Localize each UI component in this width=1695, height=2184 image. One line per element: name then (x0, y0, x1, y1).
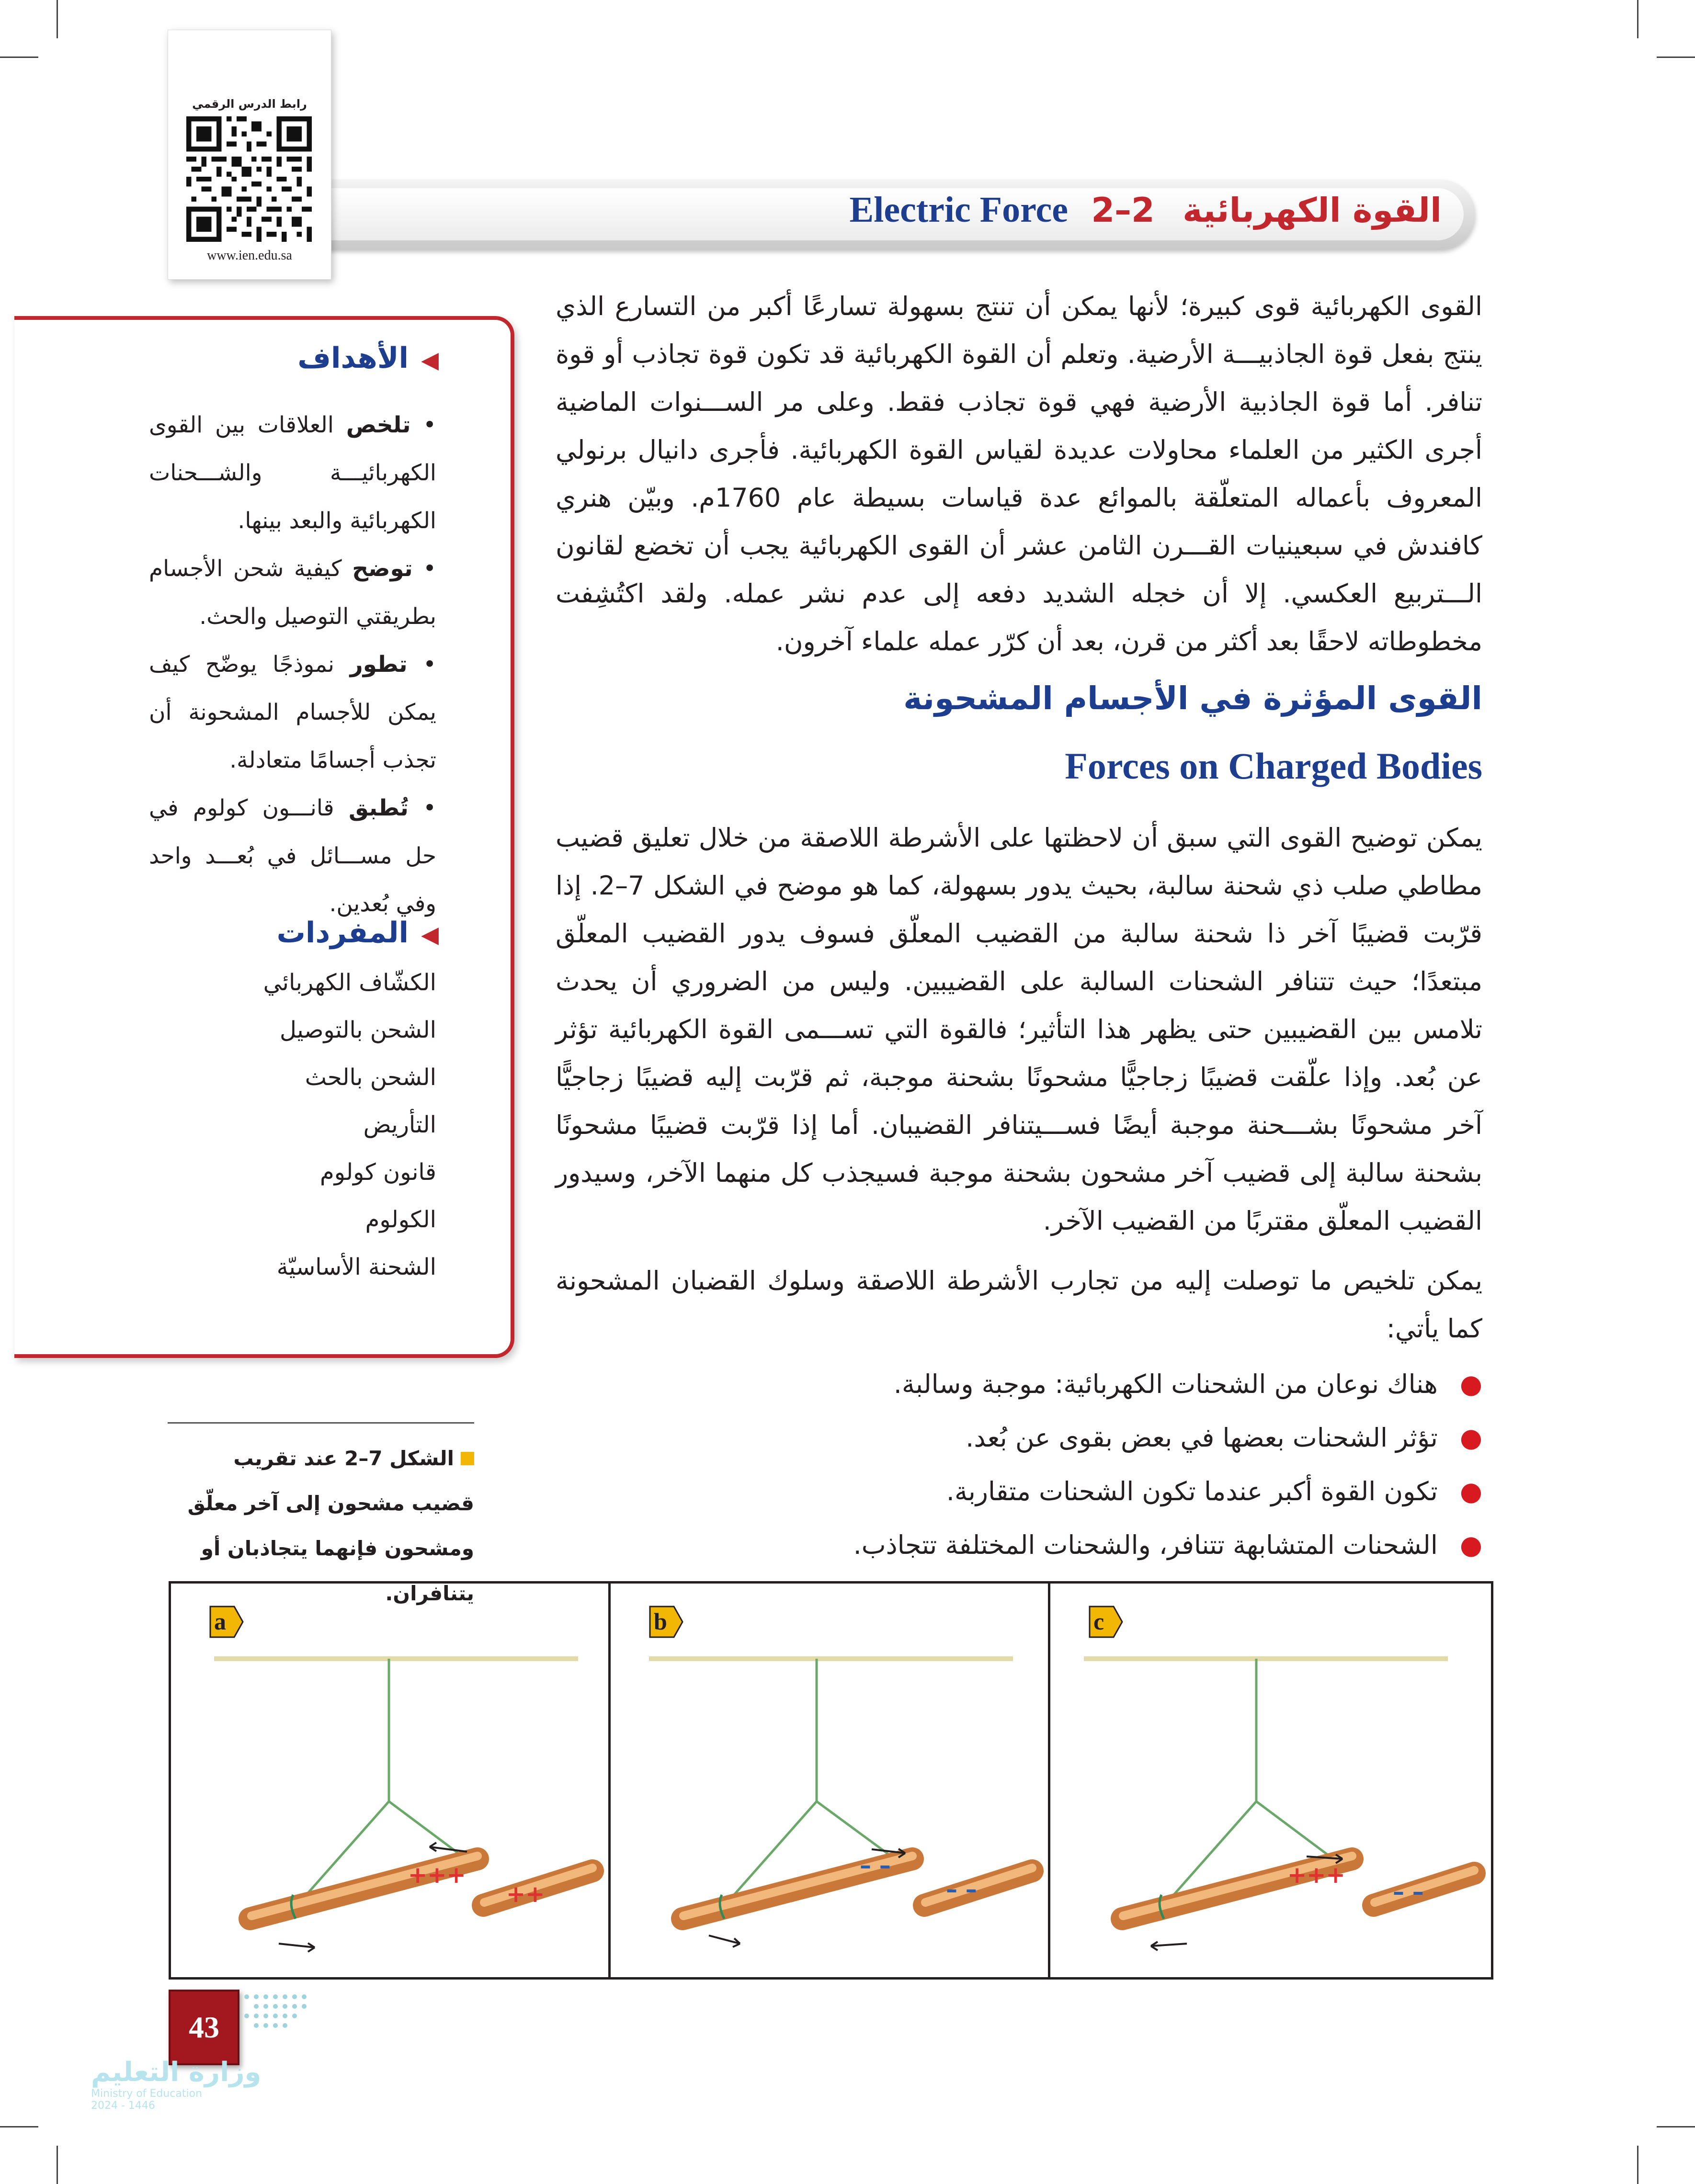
ministry-logo-arabic: وزارة التعليم (91, 2057, 262, 2088)
summary-intro-paragraph: يمكن تلخيص ما توصلت إليه من تجارب الأشرطة اللاصقة وسلوك القضبان المشحونة كما يأتي: (556, 1266, 1482, 1344)
intro-paragraph: القوى الكهربائية قوى كبيرة؛ لأنها يمكن أن تنتج بسهولة تسارعًا أكبر من التسارع الذي ينتج بفعل قوة الجاذبيـــة الأرضية. وتعلم أن القوة الكهربائية قد تكون قوة تجاذب أو قوة تنافر. أما قوة الجاذبية الأرضية فهي قوة تجاذب فقط. وعلى مر الســـنوات الماضية أجرى الكثير من العلماء محاولات عديدة لقياس القوة الكهربائية. فأجرى دانيال برنولي المعروف بأعماله المتعلّقة بالموائع عدة قياسات بسيطة عام 1760م. وبيّن هنري كافندش في سبعينيات القـــرن الثامن عشر أن القوى الكهربائية يجب أن تخضع لقانون الـــتربيع العكسي. إلا أن خجله الشديد دفعه إلى عدم نشر عمله. ولقد اكتُشِفت مخطوطاته لاحقًا بعد أكثر من قرن، بعد أن كرّر عمله علماء آخرون. (556, 291, 1482, 656)
triangle-icon: ◀ (421, 347, 439, 373)
panel-a-illustration (171, 1584, 608, 1977)
title-english: Electric Force (849, 190, 1068, 230)
crop-mark (1657, 2126, 1695, 2127)
list-item: التأريض (363, 1111, 436, 1138)
list-item: ●هناك نوعان من الشحنات الكهربائية: موجبة وسالبة. (893, 1369, 1482, 1399)
bullet-icon: ● (1459, 1476, 1482, 1506)
triangle-icon: ◀ (421, 921, 439, 948)
panel-b-illustration (611, 1584, 1048, 1977)
lesson-number: 2–2 (1091, 191, 1155, 230)
figure-7-2 (169, 1581, 1493, 1980)
panel-label: b (649, 1605, 683, 1639)
near-rod-charges: ++ (506, 1881, 545, 1908)
list-item: الكولوم (365, 1206, 436, 1233)
near-rod-charges: – – (946, 1876, 977, 1903)
summary-list (620, 1358, 1482, 1572)
figure-panel-c (1048, 1584, 1488, 1977)
qr-url[interactable]: www.ien.edu.sa (207, 248, 292, 263)
section-title-arabic: القوى المؤثرة في الأجسام المشحونة (903, 680, 1482, 717)
list-item: الشحن بالتوصيل (279, 1017, 436, 1043)
caption-square-icon (461, 1452, 474, 1465)
objectives-heading: ◀الأهداف (297, 341, 439, 375)
qr-label: رابط الدرس الرقمي (192, 97, 307, 111)
page-number: 43 (169, 1990, 239, 2065)
bullet-icon: ● (1459, 1423, 1482, 1453)
objectives-list (149, 401, 436, 928)
hanging-rod-charges: – – (860, 1852, 891, 1879)
hanging-rod-charges: +++ (408, 1862, 466, 1889)
figure-caption: الشكل 7–2 عند تقريب قضيب مشحون إلى آخر معلّق ومشحون فإنهما يتجاذبان أو يتنافران. (168, 1422, 474, 1616)
list-item: ●الشحنات المتشابهة تتنافر، والشحنات المختلفة تتجاذب. (853, 1530, 1482, 1560)
list-item: ●تكون القوة أكبر عندما تكون الشحنات متقاربة. (946, 1476, 1482, 1506)
vocabulary-heading: ◀المفردات (276, 916, 439, 950)
crop-mark (1637, 0, 1638, 38)
list-item: قانون كولوم (319, 1159, 436, 1186)
crop-mark (57, 0, 58, 38)
list-item: ●تؤثر الشحنات بعضها في بعض بقوى عن بُعد. (966, 1423, 1482, 1453)
hanging-rod-charges: +++ (1287, 1862, 1345, 1889)
ministry-logo-year: 2024 - 1446 (91, 2100, 155, 2112)
figure-panel-a (171, 1584, 608, 1977)
panel-c-illustration (1050, 1584, 1488, 1977)
lesson-title-bar (307, 180, 1475, 249)
figure-panel-b (608, 1584, 1048, 1977)
crop-mark (0, 57, 38, 58)
list-item: • توضح كيفية شحن الأجسام بطريقتي التوصيل والحث. (149, 555, 436, 630)
ministry-logo-english: Ministry of Education (91, 2088, 203, 2100)
bullet-icon: ● (1459, 1369, 1482, 1399)
forces-paragraph: يمكن توضيح القوى التي سبق أن لاحظتها على الأشرطة اللاصقة من خلال تعليق قضيب مطاطي صلب ذي شحنة سالبة، بحيث يدور بسهولة، كما هو موضح في الشكل 7–2. إذا قرّبت قضيبًا آخر ذا شحنة سالبة من القضيب المعلّق فسوف يدور القضيب المعلّق مبتعدًا؛ حيث تتنافر الشحنات السالبة على القضيبين. وليس من الضروري أن يحدث تلامس بين القضيبين حتى يظهر هذا التأثير؛ فالقوة التي تســـمى القوة الكهربائية تؤثر عن بُعد. وإذا علّقت قضيبًا زجاجيًّا مشحونًا بشحنة موجبة، ثم قرّبت إليه قضيبًا زجاجيًّا آخر مشحونًا بشـــحنة موجبة أيضًا فســـيتنافر القضيبان. أما إذا قرّبت قضيبًا مشحونًا بشحنة سالبة إلى قضيب آخر مشحون بشحنة موجبة فسيجذب كل منهما الآخر، وسيدور القضيب المعلّق مقتربًا من القضيب الآخر. (556, 823, 1482, 1236)
objectives-sidebar (14, 316, 514, 1358)
list-item: • تلخص العلاقات بين القوى الكهربائيـــة والشـــحنات الكهربائية والبعد بينها. (149, 412, 436, 534)
list-item: الشحن بالحث (305, 1064, 436, 1091)
crop-mark (57, 2146, 58, 2184)
title-arabic: القوة الكهربائية (1183, 191, 1442, 230)
vocabulary-list (263, 959, 436, 1291)
crop-mark (1657, 57, 1695, 58)
panel-label: a (209, 1605, 244, 1639)
qr-code-icon[interactable] (186, 116, 312, 242)
crop-mark (1637, 2146, 1638, 2184)
decorative-dots-icon (242, 1992, 314, 2035)
list-item: الشحنة الأساسيّة (276, 1254, 436, 1280)
list-item: • تطور نموذجًا يوضّح كيف يمكن للأجسام المشحونة أن تجذب أجسامًا متعادلة. (149, 651, 436, 773)
section-title-english: Forces on Charged Bodies (1065, 745, 1482, 787)
panel-label: c (1089, 1605, 1123, 1639)
qr-card[interactable] (168, 30, 331, 280)
near-rod-charges: – – (1393, 1878, 1424, 1905)
crop-mark (0, 2126, 38, 2127)
lesson-title (850, 189, 1442, 231)
list-item: الكشّاف الكهربائي (263, 969, 436, 996)
bullet-icon: ● (1459, 1530, 1482, 1560)
list-item: • تُطبق قانـــون كولوم في حل مســـائل في بُعـــد واحد وفي بُعدين. (149, 795, 436, 917)
ministry-logo (91, 2057, 261, 2112)
